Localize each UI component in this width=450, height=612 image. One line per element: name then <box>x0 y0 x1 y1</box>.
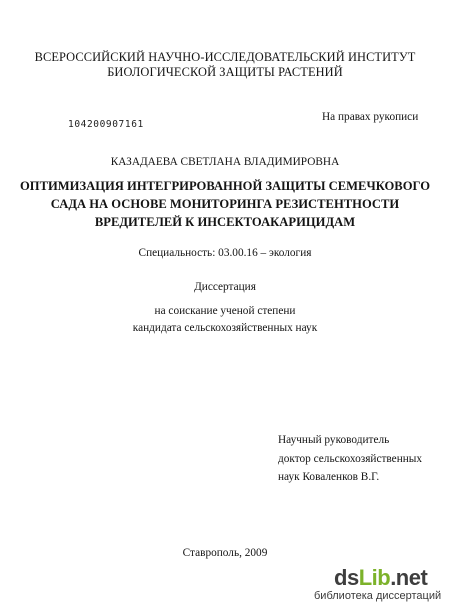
degree-line2: кандидата сельскохозяйственных наук <box>132 322 318 334</box>
degree-line1: на соискание ученой степени <box>154 305 296 317</box>
dslib-watermark[interactable] <box>314 565 444 606</box>
thesis-title-line3: ВРЕДИТЕЛЕЙ К ИНСЕКТОАКАРИЦИДАМ <box>94 215 356 229</box>
institute-name-line2: БИОЛОГИЧЕСКОЙ ЗАЩИТЫ РАСТЕНИЙ <box>107 65 343 79</box>
supervisor-line1: Научный руководитель <box>278 434 390 446</box>
supervisor-line2: доктор сельскохозяйственных <box>278 453 423 465</box>
specialty: Специальность: 03.00.16 – экология <box>138 247 312 259</box>
dslib-logo: dsLib.net <box>334 565 428 590</box>
thesis-title-line1: ОПТИМИЗАЦИЯ ИНТЕГРИРОВАННОЙ ЗАЩИТЫ СЕМЕЧКОВОГО <box>20 179 430 193</box>
supervisor-line3: наук Коваленков В.Г. <box>278 471 380 483</box>
thesis-title-line2: САДА НА ОСНОВЕ МОНИТОРИНГА РЕЗИСТЕНТНОСТИ <box>50 197 400 211</box>
work-type: Диссертация <box>194 281 256 293</box>
place-and-year: Ставрополь, 2009 <box>182 547 268 559</box>
rights-notice: На правах рукописи <box>322 111 419 123</box>
dslib-subtitle: библиотека диссертаций <box>314 590 442 602</box>
author-name: КАЗАДАЕВА СВЕТЛАНА ВЛАДИМИРОВНА <box>110 156 340 168</box>
institute-name-line1: ВСЕРОССИЙСКИЙ НАУЧНО-ИССЛЕДОВАТЕЛЬСКИЙ ИНСТИТУТ <box>34 50 416 64</box>
library-stamp-number: 104200907161 <box>68 119 144 130</box>
